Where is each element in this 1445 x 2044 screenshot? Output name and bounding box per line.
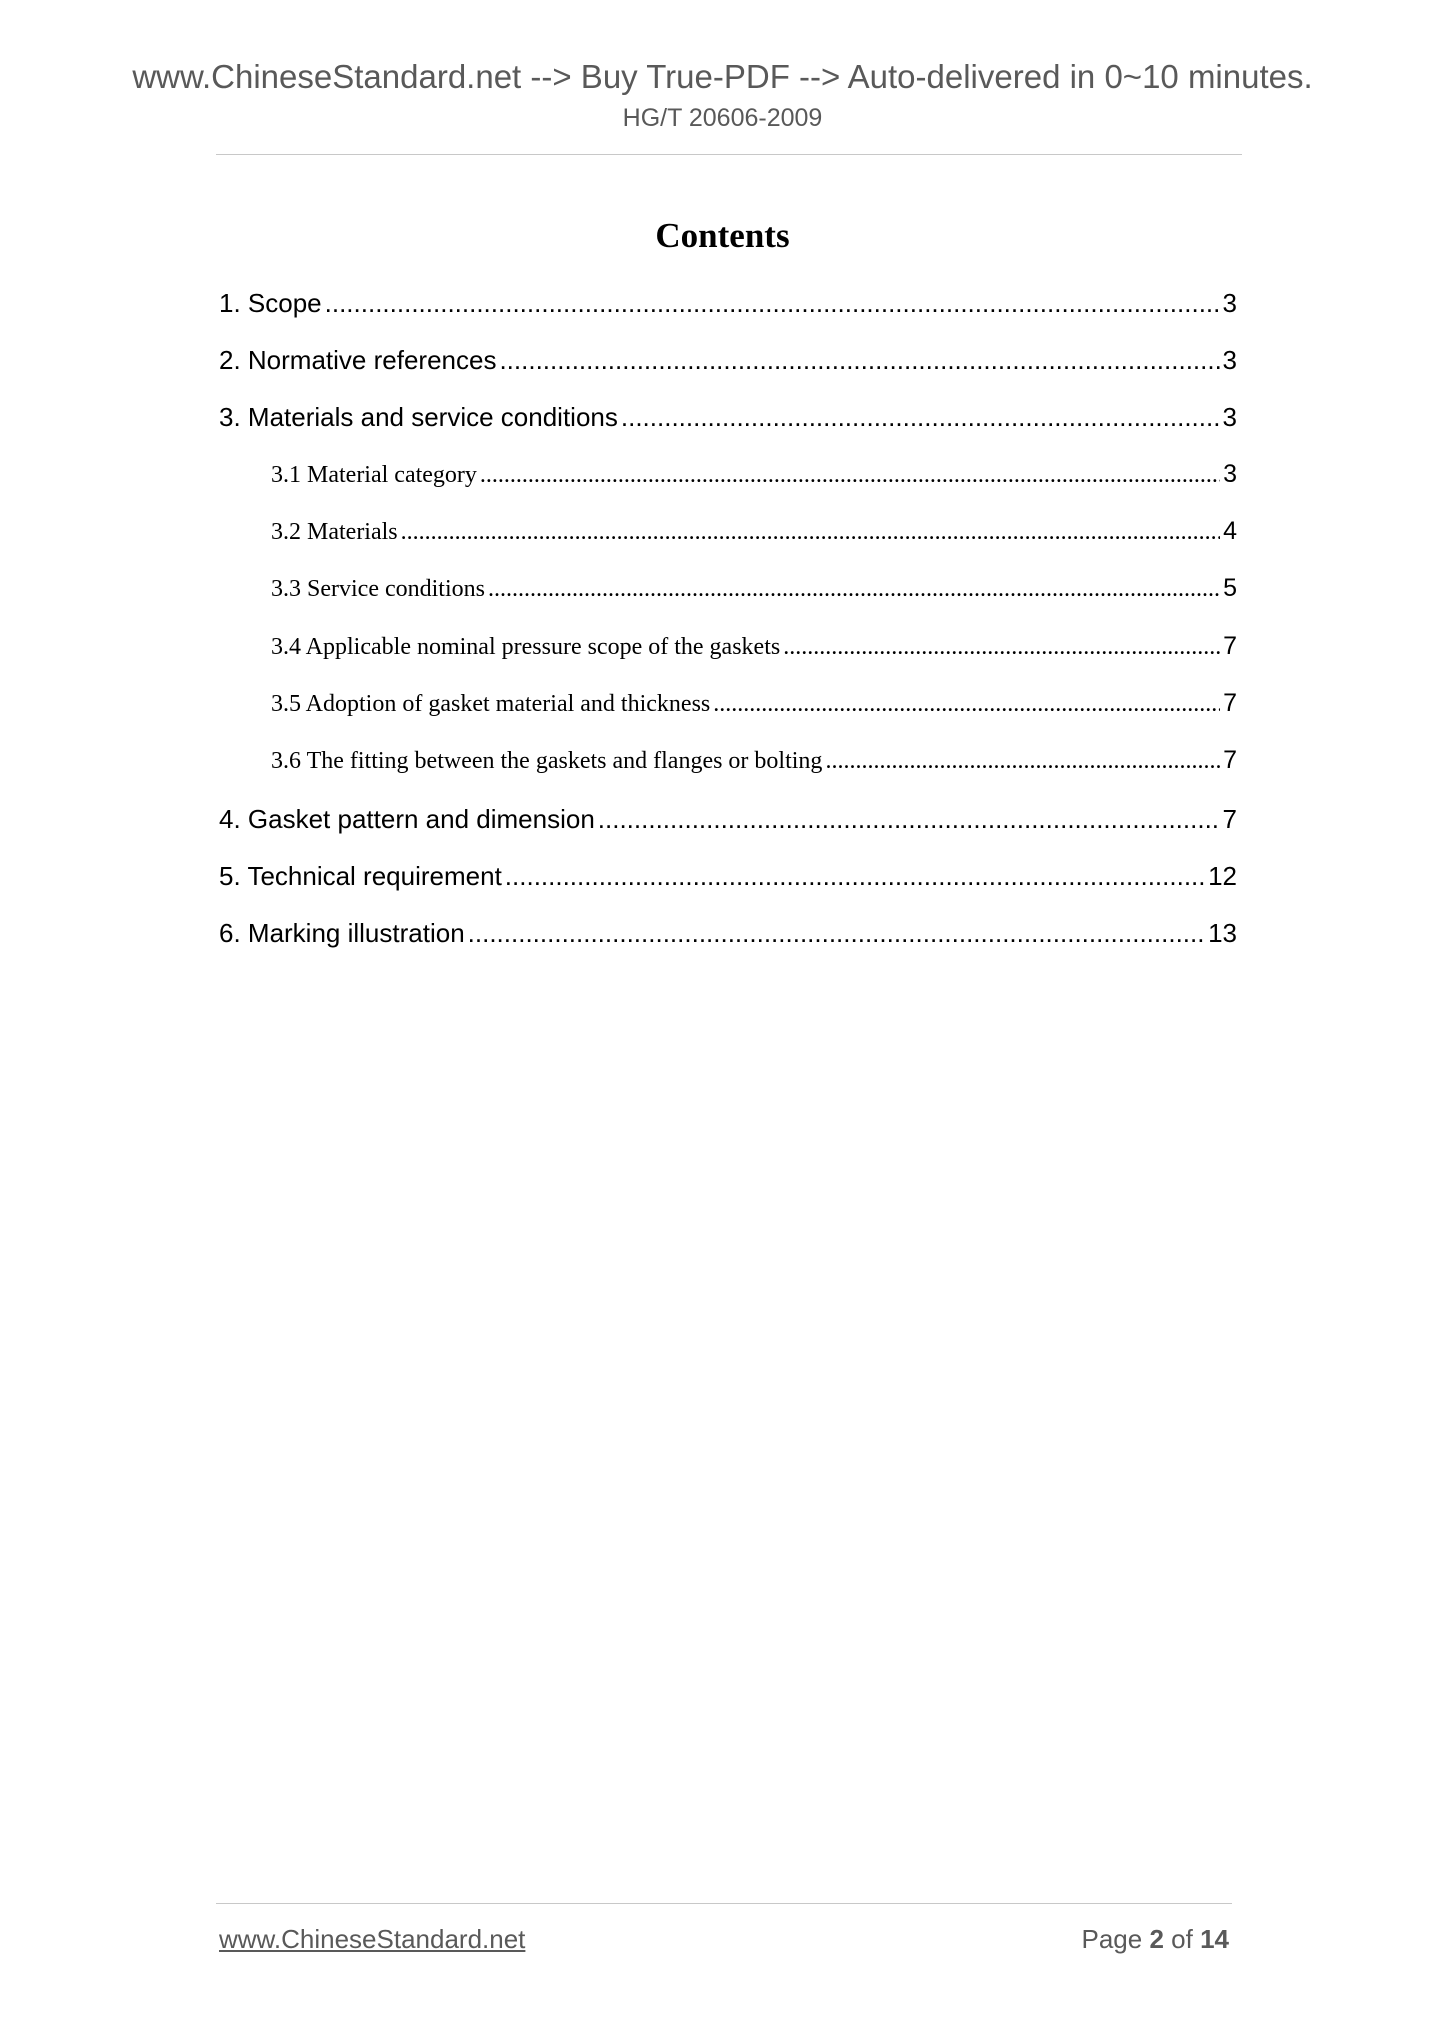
page-number [1081,1924,1229,1955]
toc-leader-dots [783,634,1220,661]
toc-entry-normative-references[interactable] [219,345,1237,376]
footer-website-link[interactable]: www.ChineseStandard.net [219,1924,526,1954]
toc-leader-dots [480,462,1220,489]
toc-entry-label: 5. Technical requirement [219,861,502,891]
toc-entry-label: 3. Materials and service conditions [219,402,618,432]
toc-entry-page: 3 [1222,345,1237,375]
current-page-number: 2 [1149,1924,1164,1954]
toc-entry-label: 3.2 Materials [271,519,398,545]
toc-entry-page: 7 [1223,746,1237,774]
toc-entry-label: 3.4 Applicable nominal pressure scope of the gaskets [271,634,781,660]
toc-entry-page: 12 [1208,861,1237,891]
toc-leader-dots [621,402,1220,433]
toc-leader-dots [505,861,1205,892]
toc-entry-marking-illustration[interactable] [219,918,1237,949]
toc-leader-dots [598,804,1220,835]
toc-entry-page: 7 [1222,804,1237,834]
toc-title: Contents [655,216,790,255]
toc-leader-dots [825,748,1220,775]
toc-entry-page: 13 [1208,918,1237,948]
toc-entry-page: 4 [1223,517,1237,545]
table-of-contents [0,0,1445,1000]
toc-entry-label: 2. Normative references [219,345,497,375]
toc-entry-materials[interactable] [271,517,1237,546]
toc-entry-scope[interactable] [219,288,1237,319]
header-banner: www.ChineseStandard.net --> Buy True-PDF --> Auto-delivered in 0~10 minutes. [132,58,1313,95]
toc-leader-dots [468,918,1205,949]
toc-entry-label: 3.5 Adoption of gasket material and thickness [271,691,711,717]
toc-entry-technical-requirement[interactable] [219,861,1237,892]
toc-entry-service-conditions[interactable] [271,574,1237,603]
toc-entry-page: 5 [1223,574,1237,602]
footer-divider [216,1903,1232,1904]
standard-code: HG/T 20606-2009 [622,104,823,132]
toc-entry-gasket-material-and-thickness[interactable] [271,689,1237,718]
toc-entry-page: 3 [1222,288,1237,318]
toc-entry-gasket-pattern-and-dimension[interactable] [219,804,1237,835]
toc-entry-label: 3.3 Service conditions [271,576,485,602]
toc-entry-page: 3 [1222,402,1237,432]
toc-entry-label: 3.1 Material category [271,462,477,488]
toc-leader-dots [488,576,1220,603]
page-of-label: of [1171,1924,1193,1954]
page-label: Page [1081,1924,1143,1954]
toc-entry-label: 1. Scope [219,288,322,318]
toc-entry-page: 3 [1223,460,1237,488]
toc-entry-label: 4. Gasket pattern and dimension [219,804,595,834]
toc-entry-gasket-flange-bolting-fitting[interactable] [271,746,1237,775]
toc-entry-page: 7 [1223,632,1237,660]
toc-entry-material-category[interactable] [271,460,1237,489]
toc-entry-label: 6. Marking illustration [219,918,465,948]
toc-leader-dots [401,519,1220,546]
toc-entry-label: 3.6 The fitting between the gaskets and flanges or bolting [271,748,823,774]
toc-entry-materials-and-service-conditions[interactable] [219,402,1237,433]
toc-leader-dots [499,345,1219,376]
toc-leader-dots [713,691,1220,718]
toc-entry-nominal-pressure-scope[interactable] [271,632,1237,661]
toc-entry-page: 7 [1223,689,1237,717]
total-page-count: 14 [1200,1924,1229,1954]
toc-leader-dots [325,288,1220,319]
